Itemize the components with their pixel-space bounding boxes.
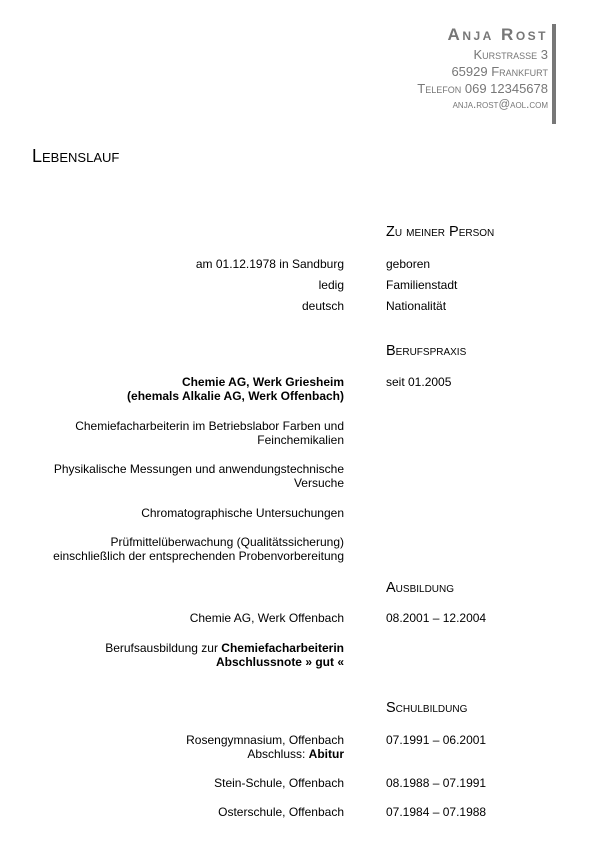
school-name: Rosengymnasium, Offenbach [186,733,344,747]
address-city: 65929 Frankfurt [451,64,548,79]
header-accent-bar [552,24,556,124]
berufspraxis-employer [24,375,344,403]
training-title: Chemiefacharbeiterin [221,641,344,655]
ausbildung-employer: Chemie AG, Werk Offenbach [189,611,344,625]
person-value-family: ledig [318,278,344,292]
employer-line-2: (ehemals Alkalie AG, Werk Offenbach) [127,389,344,403]
school-2-name: Stein-Schule, Offenbach [214,776,344,790]
task-line-2: Feinchemikalien [257,433,344,447]
berufspraxis-task-4 [24,535,344,563]
address-street: Kurstrasse 3 [473,47,548,62]
berufspraxis-task-3 [24,506,344,520]
training-grade: Abschlussnote » gut « [215,655,344,669]
ausbildung-date: 08.2001 – 12.2004 [386,611,487,625]
task-line-1: Chemiefacharbeiterin im Betriebslabor Farben und [75,419,344,433]
person-label-birth: geboren [386,257,431,271]
school-degree-prefix: Abschluss: [247,747,309,761]
contact-header [417,24,548,114]
employer-line-1: Chemie AG, Werk Griesheim [181,375,344,389]
email-address: anja.rost@aol.com [452,99,548,111]
applicant-name: Anja Rost [447,25,548,44]
task-line-2: Versuche [293,476,344,490]
task-line-1: Prüfmittelüberwachung (Qualitätssicherung) [110,535,344,549]
task-line-2: einschließlich der entsprechenden Probenvorbereitung [53,549,344,563]
ausbildung-training [24,641,344,669]
school-1 [24,733,344,761]
berufspraxis-date: seit 01.2005 [386,375,452,389]
school-degree [24,747,344,761]
phone-number: Telefon 069 12345678 [417,81,548,96]
section-heading-person: Zu meiner Person [386,224,495,240]
school-3-date: 07.1984 – 07.1988 [386,805,487,819]
school-1-date: 07.1991 – 06.2001 [386,733,487,747]
task-line-1: Chromatographische Untersuchungen [141,506,344,520]
section-heading-schulbildung: Schulbildung [386,700,468,716]
section-heading-berufspraxis: Berufspraxis [386,343,467,359]
school-3-name: Osterschule, Offenbach [218,805,344,819]
school-degree-value: Abitur [308,747,344,761]
person-label-family: Familienstadt [386,278,458,292]
school-2-date: 08.1988 – 07.1991 [386,776,487,790]
person-value-birth: am 01.12.1978 in Sandburg [195,257,344,271]
person-label-nationality: Nationalität [386,299,447,313]
task-line-1: Physikalische Messungen und anwendungstechnische [53,462,344,476]
training-line [24,641,344,655]
training-prefix: Berufsausbildung zur [105,641,222,655]
person-value-nationality: deutsch [301,299,344,313]
berufspraxis-task-2 [24,462,344,490]
document-title: Lebenslauf [32,146,120,166]
section-heading-ausbildung: Ausbildung [386,580,455,596]
berufspraxis-task-1 [24,419,344,447]
